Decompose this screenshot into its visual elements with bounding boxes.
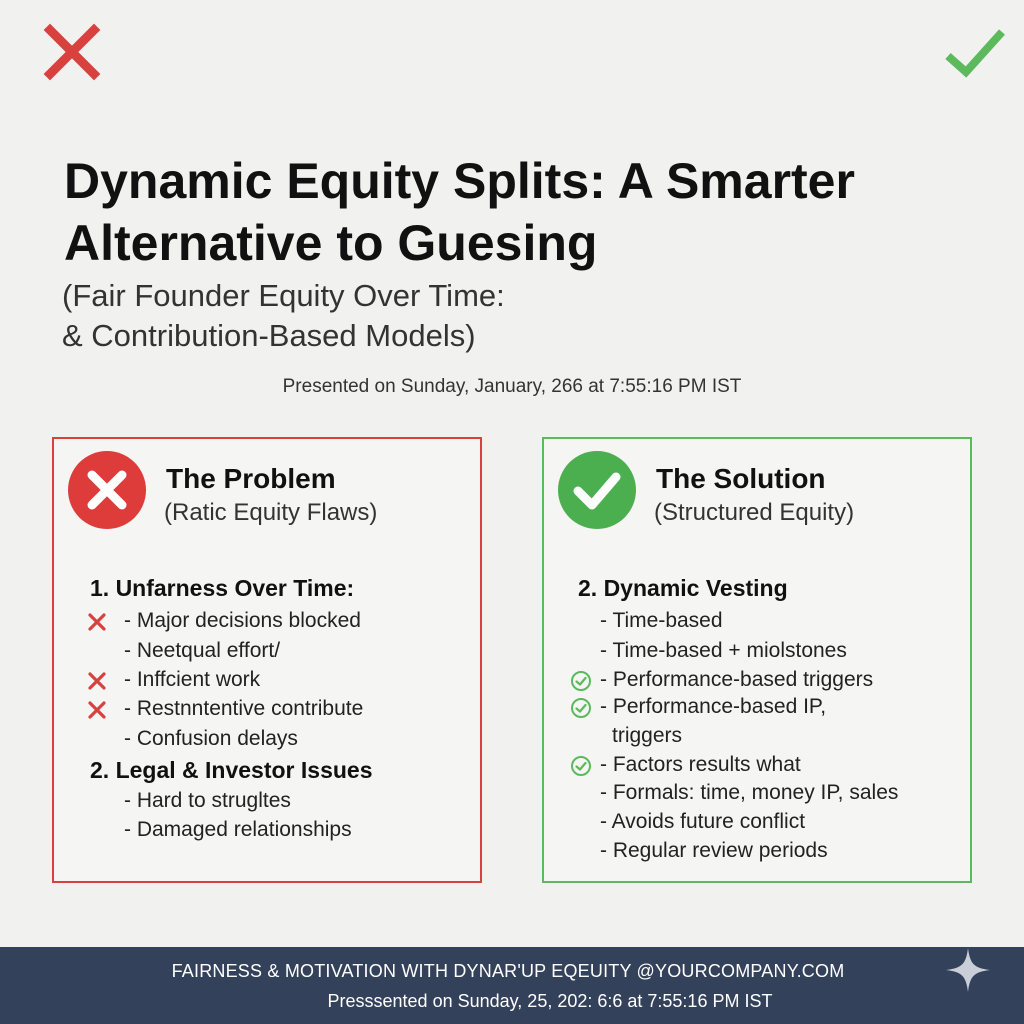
presented-date: Presented on Sunday, January, 266 at 7:55:16 PM IST bbox=[282, 376, 742, 397]
red-x-icon bbox=[88, 701, 106, 719]
problem-list-item: - Hard to strugltes bbox=[124, 789, 291, 812]
subtitle-line-1: (Fair Founder Equity Over Time: bbox=[62, 278, 505, 313]
problem-subheading: (Ratic Equity Flaws) bbox=[164, 499, 378, 526]
problem-list-item: 2. Legal & Investor Issues bbox=[90, 757, 373, 783]
red-x-icon bbox=[40, 20, 104, 84]
solution-list-item: - Performance-based IP, bbox=[600, 695, 827, 718]
solution-list-item: - Performance-based triggers bbox=[600, 668, 874, 691]
check-circle-icon bbox=[570, 697, 592, 719]
footer-tagline: FAIRNESS & MOTIVATION WITH DYNAR'UP EQEUITY @YOURCOMPANY.COM bbox=[171, 961, 845, 981]
check-circle-icon bbox=[570, 670, 592, 692]
red-x-icon bbox=[88, 672, 106, 690]
problem-list-item: - Damaged relationships bbox=[124, 818, 352, 841]
footer-presented-date: Presssented on Sunday, 25, 202: 6:6 at 7:55:16 PM IST bbox=[327, 991, 773, 1011]
page-title: Dynamic Equity Splits: A Smarter Alternative to Guesing bbox=[64, 153, 855, 271]
solution-heading: The Solution bbox=[656, 463, 826, 494]
solution-check-badge-icon bbox=[558, 451, 636, 529]
solution-list-item: - Time-based + miolstones bbox=[600, 639, 847, 662]
solution-subheading: (Structured Equity) bbox=[654, 499, 855, 526]
problem-panel bbox=[52, 437, 482, 883]
solution-list-item: - Regular review periods bbox=[600, 839, 828, 862]
problem-list-item: - Major decisions blocked bbox=[124, 609, 361, 632]
solution-list-item: - Factors results what bbox=[600, 753, 801, 776]
sparkle-icon bbox=[942, 944, 994, 996]
footer-bar bbox=[0, 947, 1024, 1024]
solution-list-item: - Formals: time, money IP, sales bbox=[600, 781, 899, 804]
problem-list-item: - Confusion delays bbox=[124, 727, 298, 750]
green-check-icon bbox=[942, 20, 1006, 84]
problem-list-item: - Inffcient work bbox=[124, 668, 261, 691]
problem-list-item: 1. Unfarness Over Time: bbox=[90, 575, 355, 601]
red-x-icon bbox=[88, 613, 106, 631]
solution-list-item: - Time-based bbox=[600, 609, 723, 632]
problem-list-item: - Neetqual effort/ bbox=[124, 639, 281, 662]
check-circle-icon bbox=[570, 755, 592, 777]
problem-heading: The Problem bbox=[166, 463, 336, 494]
solution-panel bbox=[542, 437, 972, 883]
solution-list-item: triggers bbox=[612, 724, 683, 747]
subtitle-line-2: & Contribution-Based Models) bbox=[62, 318, 476, 353]
solution-list-item: - Avoids future conflict bbox=[600, 810, 806, 833]
solution-list-item: 2. Dynamic Vesting bbox=[578, 575, 788, 601]
page-subtitle bbox=[62, 276, 962, 356]
problem-list-item: - Restnntentive contribute bbox=[124, 697, 364, 720]
problem-x-badge-icon bbox=[68, 451, 146, 529]
